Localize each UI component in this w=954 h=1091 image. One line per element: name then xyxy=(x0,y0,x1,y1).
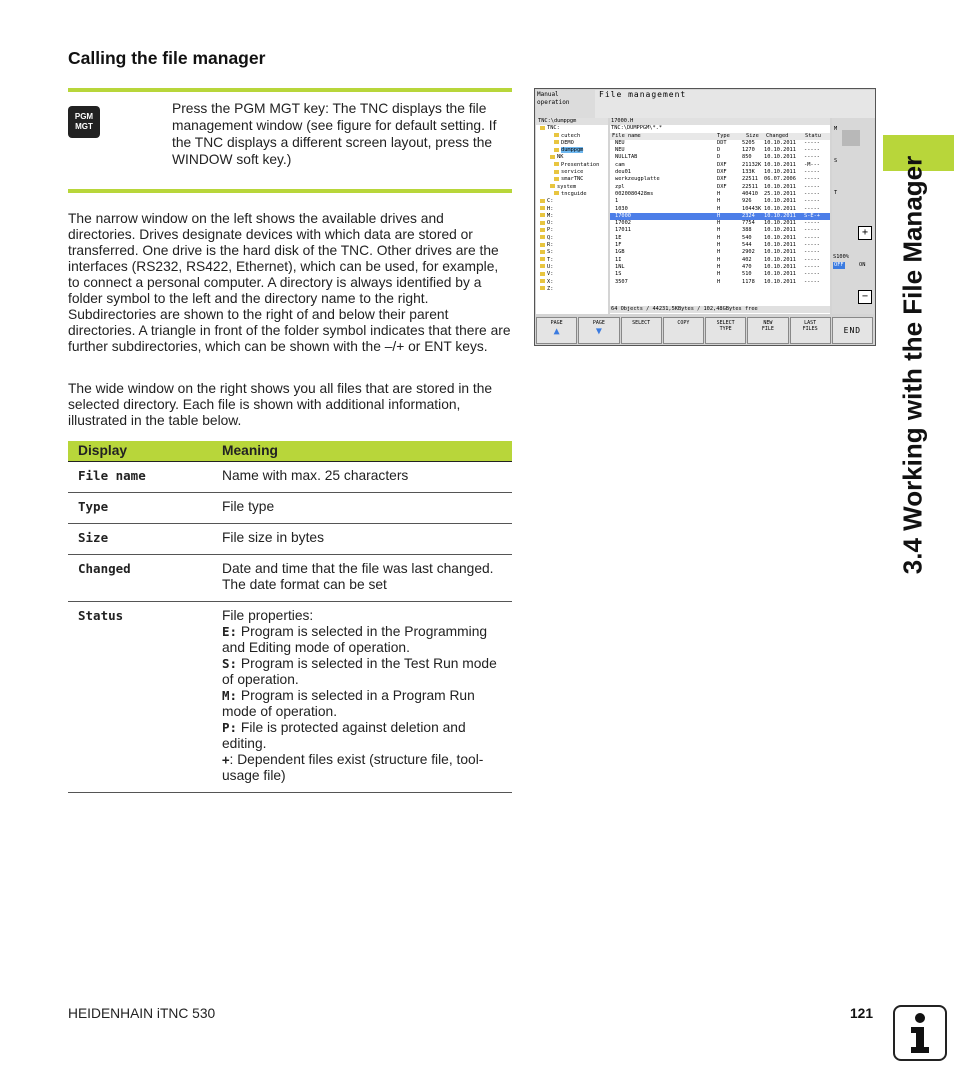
panel-feed: S100% xyxy=(833,254,849,260)
tree-item-label: X: xyxy=(547,278,554,285)
file-size: 510 xyxy=(742,271,752,278)
status-item xyxy=(222,656,502,688)
file-name: 1030 xyxy=(615,205,628,212)
file-type: H xyxy=(717,190,721,197)
file-type: H xyxy=(717,220,721,227)
file-date: 10.10.2011 xyxy=(764,212,796,219)
bottom-green-rule xyxy=(68,189,512,193)
status-text: Program is selected in the Test Run mode of operation. xyxy=(222,656,497,687)
file-name: 1S xyxy=(615,271,622,278)
file-date: 06.07.2006 xyxy=(764,176,796,183)
file-date: 10.10.2011 xyxy=(764,249,796,256)
panel-on: ON xyxy=(859,262,866,268)
tree-item[interactable] xyxy=(536,191,608,198)
file-status: ----- xyxy=(804,220,820,227)
file-path xyxy=(610,118,830,125)
key-label-line2: MGT xyxy=(75,122,93,131)
tree-item-label: cutech xyxy=(561,132,581,139)
file-size: 2902 xyxy=(742,249,755,256)
file-type: H xyxy=(717,198,721,205)
file-date: 10.10.2011 xyxy=(764,139,796,146)
softkey-page-down[interactable] xyxy=(578,317,619,344)
tree-item[interactable] xyxy=(536,220,608,227)
file-row[interactable] xyxy=(610,198,830,205)
file-type: H xyxy=(717,256,721,263)
file-path-text: 17000.H xyxy=(611,118,634,124)
file-type: H xyxy=(717,234,721,241)
file-size: 2324 xyxy=(742,212,755,219)
file-status: ----- xyxy=(804,234,820,241)
folder-icon xyxy=(554,162,559,166)
folder-icon xyxy=(540,213,545,217)
tree-item[interactable] xyxy=(536,140,608,147)
file-size: 926 xyxy=(742,198,752,205)
panel-off: OFF xyxy=(834,262,844,268)
table-header-row xyxy=(68,441,512,462)
softkey-copy[interactable] xyxy=(663,317,704,344)
file-name: werkzeugplatte xyxy=(615,176,660,183)
file-size: 133K xyxy=(742,169,755,176)
folder-icon xyxy=(540,199,545,203)
tree-list xyxy=(536,125,608,293)
status-item xyxy=(222,720,502,752)
softkey-last-files[interactable] xyxy=(790,317,831,344)
file-type: H xyxy=(717,249,721,256)
file-row[interactable] xyxy=(610,169,830,176)
meaning-cell: File size in bytes xyxy=(212,524,512,555)
file-row[interactable] xyxy=(610,184,830,191)
folder-icon xyxy=(540,257,545,261)
file-name: NEU xyxy=(615,147,625,154)
spindle-icon xyxy=(842,130,860,146)
file-mask xyxy=(610,125,830,132)
file-summary-text: 64 Objects / 44231,5KBytes / 102,48GBytes free xyxy=(611,306,758,312)
tree-item-label: system xyxy=(557,183,577,190)
file-name: NEU xyxy=(615,139,625,146)
file-size: 22511 xyxy=(742,176,758,183)
table-row xyxy=(68,493,512,524)
file-row[interactable] xyxy=(610,279,830,286)
file-status: ----- xyxy=(804,227,820,234)
file-row[interactable] xyxy=(610,227,830,234)
folder-icon xyxy=(540,228,545,232)
file-date: 10.10.2011 xyxy=(764,205,796,212)
file-date: 10.10.2011 xyxy=(764,227,796,234)
folder-icon xyxy=(550,184,555,188)
tree-item-label: R: xyxy=(547,242,554,249)
softkey-label: END xyxy=(843,326,862,335)
panel-m: M xyxy=(834,126,838,132)
folder-icon xyxy=(550,155,555,159)
folder-icon xyxy=(540,272,545,276)
file-type: DXF xyxy=(717,161,727,168)
status-code: S: xyxy=(222,656,238,671)
file-status: ----- xyxy=(804,205,820,212)
footer-page-number: 121 xyxy=(850,1006,874,1021)
file-name: 1I xyxy=(615,256,622,263)
meaning-cell: File type xyxy=(212,493,512,524)
file-status: ----- xyxy=(804,278,820,285)
tree-item-label: NK xyxy=(557,154,564,161)
footer-manual-name: HEIDENHAIN iTNC 530 xyxy=(68,1006,216,1021)
softkey-row xyxy=(536,317,874,344)
file-date: 10.10.2011 xyxy=(764,271,796,278)
tree-item-label: tncguide xyxy=(561,190,587,197)
folder-icon xyxy=(554,170,559,174)
top-green-rule xyxy=(68,88,512,92)
file-status: ----- xyxy=(804,263,820,270)
file-date: 10.10.2011 xyxy=(764,183,796,190)
file-type: H xyxy=(717,278,721,285)
file-name: zpl xyxy=(615,183,625,190)
softkey-label: LAST FILES xyxy=(802,320,818,332)
file-row[interactable] xyxy=(610,264,830,271)
file-size: 850 xyxy=(742,154,752,161)
softkey-label: PAGE xyxy=(592,320,605,326)
col-type: Type xyxy=(717,132,730,139)
softkey-page-up[interactable] xyxy=(536,317,577,344)
meaning-cell: Date and time that the file was last changed. The date format can be set xyxy=(212,555,512,602)
pgm-mgt-key-icon xyxy=(68,106,100,138)
tree-item[interactable] xyxy=(536,279,608,286)
tree-item[interactable] xyxy=(536,125,608,132)
table-row xyxy=(68,462,512,493)
tree-item-label: TNC: xyxy=(547,125,560,132)
file-columns xyxy=(610,133,830,140)
folder-icon xyxy=(554,140,559,144)
file-type: H xyxy=(717,242,721,249)
tree-item[interactable] xyxy=(536,286,608,293)
file-date: 10.10.2011 xyxy=(764,220,796,227)
tree-item[interactable] xyxy=(536,249,608,256)
file-name: cam xyxy=(615,161,625,168)
file-type: DXF xyxy=(717,169,727,176)
tree-item[interactable] xyxy=(536,227,608,234)
folder-icon xyxy=(540,235,545,239)
file-type: D xyxy=(717,154,721,161)
file-size: 540 xyxy=(742,234,752,241)
file-name: 17011 xyxy=(615,227,631,234)
file-date: 10.10.2011 xyxy=(764,161,796,168)
header-meaning: Meaning xyxy=(212,441,512,462)
col-size: Size xyxy=(746,132,759,139)
folder-icon xyxy=(540,286,545,290)
file-name: NULLTAB xyxy=(615,154,638,161)
plus-icon: + xyxy=(858,226,872,240)
file-date: 10.10.2011 xyxy=(764,147,796,154)
file-date: 10.10.2011 xyxy=(764,198,796,205)
tnc-screen-figure xyxy=(534,88,876,346)
softkey-label: NEW FILE xyxy=(761,320,774,332)
file-status: ----- xyxy=(804,169,820,176)
tree-item[interactable] xyxy=(536,271,608,278)
paragraph-files: The wide window on the right shows you all files that are stored in the selected directory. Each file is shown with additional information, illustrated in the table below. xyxy=(68,381,493,428)
tree-item-label: smarTNC xyxy=(561,176,584,183)
col-name: File name xyxy=(612,132,641,139)
tree-item-label: S: xyxy=(547,249,554,256)
mode-line1: Manual xyxy=(537,91,559,98)
file-type: H xyxy=(717,205,721,212)
file-size: 40410 xyxy=(742,190,758,197)
file-row[interactable] xyxy=(610,191,830,198)
file-name: 17002 xyxy=(615,220,631,227)
file-size: 7754 xyxy=(742,220,755,227)
file-name: 1 xyxy=(615,198,619,205)
folder-icon xyxy=(540,221,545,225)
arrow-up-icon: ▲ xyxy=(553,326,560,337)
header-display: Display xyxy=(68,441,212,462)
folder-icon xyxy=(540,243,545,247)
file-date: 10.10.2011 xyxy=(764,278,796,285)
file-size: 544 xyxy=(742,242,752,249)
table-row-status xyxy=(68,602,512,793)
tree-item[interactable] xyxy=(536,264,608,271)
status-code: P: xyxy=(222,720,238,735)
file-date: 10.10.2011 xyxy=(764,242,796,249)
file-type: H xyxy=(717,263,721,270)
file-date: 10.10.2011 xyxy=(764,154,796,161)
file-size: 470 xyxy=(742,263,752,270)
file-date: 25.10.2011 xyxy=(764,190,796,197)
panel-s: S xyxy=(834,158,838,164)
status-text: File is protected against deletion and editing. xyxy=(222,720,466,751)
file-name: 1NL xyxy=(615,263,625,270)
folder-icon xyxy=(540,126,545,130)
file-row[interactable] xyxy=(610,220,830,227)
display-cell: File name xyxy=(68,462,212,493)
tree-item-label: H: xyxy=(547,205,554,212)
display-cell: Type xyxy=(68,493,212,524)
file-status: ----- xyxy=(804,198,820,205)
col-status: Statu xyxy=(805,132,821,139)
tree-item-label: Z: xyxy=(547,285,554,292)
file-size: 22511 xyxy=(742,183,758,190)
file-status: -M--- xyxy=(804,161,820,168)
file-type: H xyxy=(717,212,721,219)
status-intro: File properties: xyxy=(222,608,314,623)
folder-icon xyxy=(540,279,545,283)
file-row[interactable] xyxy=(610,176,830,183)
tree-item[interactable] xyxy=(536,184,608,191)
tree-item[interactable] xyxy=(536,147,608,154)
tree-item[interactable] xyxy=(536,235,608,242)
table-row xyxy=(68,555,512,602)
softkey-label: COPY xyxy=(677,320,690,326)
file-type: H xyxy=(717,227,721,234)
directory-tree xyxy=(536,118,608,314)
screen-title: File management xyxy=(595,90,876,118)
file-status: ----- xyxy=(804,183,820,190)
paragraph-drives: The narrow window on the left shows the available drives and directories. Drives designate devices with which data are stored or transferred. One drive is the hard disk of the TNC. Other drives are the interfaces (RS232, RS422, Ethernet), which can be used, for example, to connect a personal computer. A directory is always identified by a folder symbol to the left and the directory name to the right. Subdirectories are shown to the right of and below their parent directories. A triangle in front of the folder symbol indicates that there are further subdirectories, which can be shown with the –/+ or ENT keys. xyxy=(68,211,511,354)
file-row[interactable] xyxy=(610,206,830,213)
file-row[interactable] xyxy=(610,235,830,242)
file-list xyxy=(610,118,830,314)
table-row xyxy=(68,524,512,555)
file-date: 10.10.2011 xyxy=(764,169,796,176)
softkey-label: PAGE xyxy=(550,320,563,326)
folder-icon xyxy=(540,250,545,254)
file-row[interactable] xyxy=(610,147,830,154)
file-name: 0020080428ms xyxy=(615,190,654,197)
file-status: ----- xyxy=(804,154,820,161)
file-date: 10.10.2011 xyxy=(764,234,796,241)
tree-item-label: Q: xyxy=(547,234,554,241)
panel-t: T xyxy=(834,190,838,196)
tree-item-label: O: xyxy=(547,220,554,227)
file-type: DXF xyxy=(717,183,727,190)
file-status: ----- xyxy=(804,190,820,197)
file-size: 21132K xyxy=(742,161,762,168)
file-date: 10.10.2011 xyxy=(764,256,796,263)
file-rows xyxy=(610,140,830,286)
status-code: E: xyxy=(222,624,238,639)
tree-item[interactable] xyxy=(536,162,608,169)
tree-item-label: DEMO xyxy=(561,139,574,146)
file-size: 1270 xyxy=(742,147,755,154)
file-status: ----- xyxy=(804,147,820,154)
file-summary xyxy=(610,306,830,313)
file-size: 388 xyxy=(742,227,752,234)
display-cell: Status xyxy=(68,602,212,793)
folder-icon xyxy=(554,177,559,181)
file-name: 17000 xyxy=(615,212,631,219)
softkey-end[interactable] xyxy=(832,317,873,344)
display-cell: Changed xyxy=(68,555,212,602)
section-heading: Calling the file manager xyxy=(68,48,266,68)
softkey-select-type[interactable] xyxy=(705,317,746,344)
tree-item-label: dumppgm xyxy=(561,147,584,154)
col-changed: Changed xyxy=(766,132,789,139)
meaning-cell-status xyxy=(212,602,512,793)
folder-icon xyxy=(554,133,559,137)
meaning-cell: Name with max. 25 characters xyxy=(212,462,512,493)
file-type: D xyxy=(717,147,721,154)
file-status: S-E-+ xyxy=(804,212,820,219)
file-date: 10.10.2011 xyxy=(764,263,796,270)
softkey-label: SELECT xyxy=(632,320,651,326)
tree-path: TNC:\dumppgm xyxy=(536,118,608,125)
folder-icon xyxy=(540,206,545,210)
file-name: 3507 xyxy=(615,278,628,285)
status-code: M: xyxy=(222,688,238,703)
tree-item[interactable] xyxy=(536,169,608,176)
mode-box xyxy=(536,90,595,118)
file-row[interactable] xyxy=(610,257,830,264)
chapter-title-text: 3.4 Working with the File Manager xyxy=(897,155,928,575)
tree-item-label: Presentation xyxy=(561,161,600,168)
tree-item-label: U: xyxy=(547,263,554,270)
file-type: DDT xyxy=(717,139,727,146)
tree-item-label: P: xyxy=(547,227,554,234)
tree-item[interactable] xyxy=(536,198,608,205)
file-status: ----- xyxy=(804,176,820,183)
tree-item[interactable] xyxy=(536,176,608,183)
status-item xyxy=(222,752,502,784)
info-i-glyph xyxy=(905,1012,935,1054)
tree-item[interactable] xyxy=(536,242,608,249)
folder-icon xyxy=(554,191,559,195)
softkey-label: SELECT TYPE xyxy=(716,320,735,332)
info-icon xyxy=(893,1005,947,1061)
file-size: 5205 xyxy=(742,139,755,146)
file-name: 1GB xyxy=(615,249,625,256)
file-type: H xyxy=(717,271,721,278)
file-mask-text: TNC:\DUMPPGM\*.* xyxy=(611,125,663,132)
instruction-text: Press the PGM MGT key: The TNC displays the file management window (see figure for default setting. If the TNC displays a different screen layout, press the WINDOW soft key.) xyxy=(172,101,497,167)
tree-item-label: T: xyxy=(547,256,554,263)
folder-icon xyxy=(540,264,545,268)
file-status: ----- xyxy=(804,242,820,249)
file-size: 10443K xyxy=(742,205,762,212)
file-row[interactable] xyxy=(610,154,830,161)
status-code: + xyxy=(222,752,230,767)
status-panel xyxy=(832,118,874,314)
tree-item-label: service xyxy=(561,169,584,176)
file-name: deu01 xyxy=(615,169,631,176)
file-status: ----- xyxy=(804,139,820,146)
status-text: : Dependent files exist (structure file, tool-usage file) xyxy=(222,752,484,783)
tree-item[interactable] xyxy=(536,154,608,161)
file-name: 1E xyxy=(615,234,622,241)
tree-item-label: C: xyxy=(547,198,554,205)
status-text: Program is selected in the Programming and Editing mode of operation. xyxy=(222,624,488,655)
status-item xyxy=(222,624,502,656)
file-type: DXF xyxy=(717,176,727,183)
file-row[interactable] xyxy=(610,242,830,249)
status-text: Program is selected in a Program Run mode of operation. xyxy=(222,688,475,719)
tree-item[interactable] xyxy=(536,133,608,140)
file-status: ----- xyxy=(804,249,820,256)
softkey-new-file[interactable] xyxy=(747,317,788,344)
tree-item-label: V: xyxy=(547,271,554,278)
file-size: 402 xyxy=(742,256,752,263)
key-label-line1: PGM xyxy=(74,112,94,121)
file-row[interactable] xyxy=(610,271,830,278)
file-status: ----- xyxy=(804,256,820,263)
mode-line2: operation xyxy=(537,99,570,106)
file-row[interactable] xyxy=(610,249,830,256)
tree-item[interactable] xyxy=(536,257,608,264)
tree-item[interactable] xyxy=(536,206,608,213)
arrow-down-icon: ▼ xyxy=(595,326,602,337)
minus-icon: − xyxy=(858,290,872,304)
chapter-title-vertical xyxy=(877,40,949,690)
display-cell: Size xyxy=(68,524,212,555)
file-row[interactable] xyxy=(610,213,830,220)
tree-item[interactable] xyxy=(536,213,608,220)
folder-icon xyxy=(554,148,559,152)
softkey-select[interactable] xyxy=(621,317,662,344)
file-size: 1178 xyxy=(742,278,755,285)
file-row[interactable] xyxy=(610,162,830,169)
meaning-table xyxy=(68,441,512,793)
file-name: 1F xyxy=(615,242,622,249)
status-item xyxy=(222,688,502,720)
tree-item-label: M: xyxy=(547,212,554,219)
file-row[interactable] xyxy=(610,140,830,147)
file-status: ----- xyxy=(804,271,820,278)
